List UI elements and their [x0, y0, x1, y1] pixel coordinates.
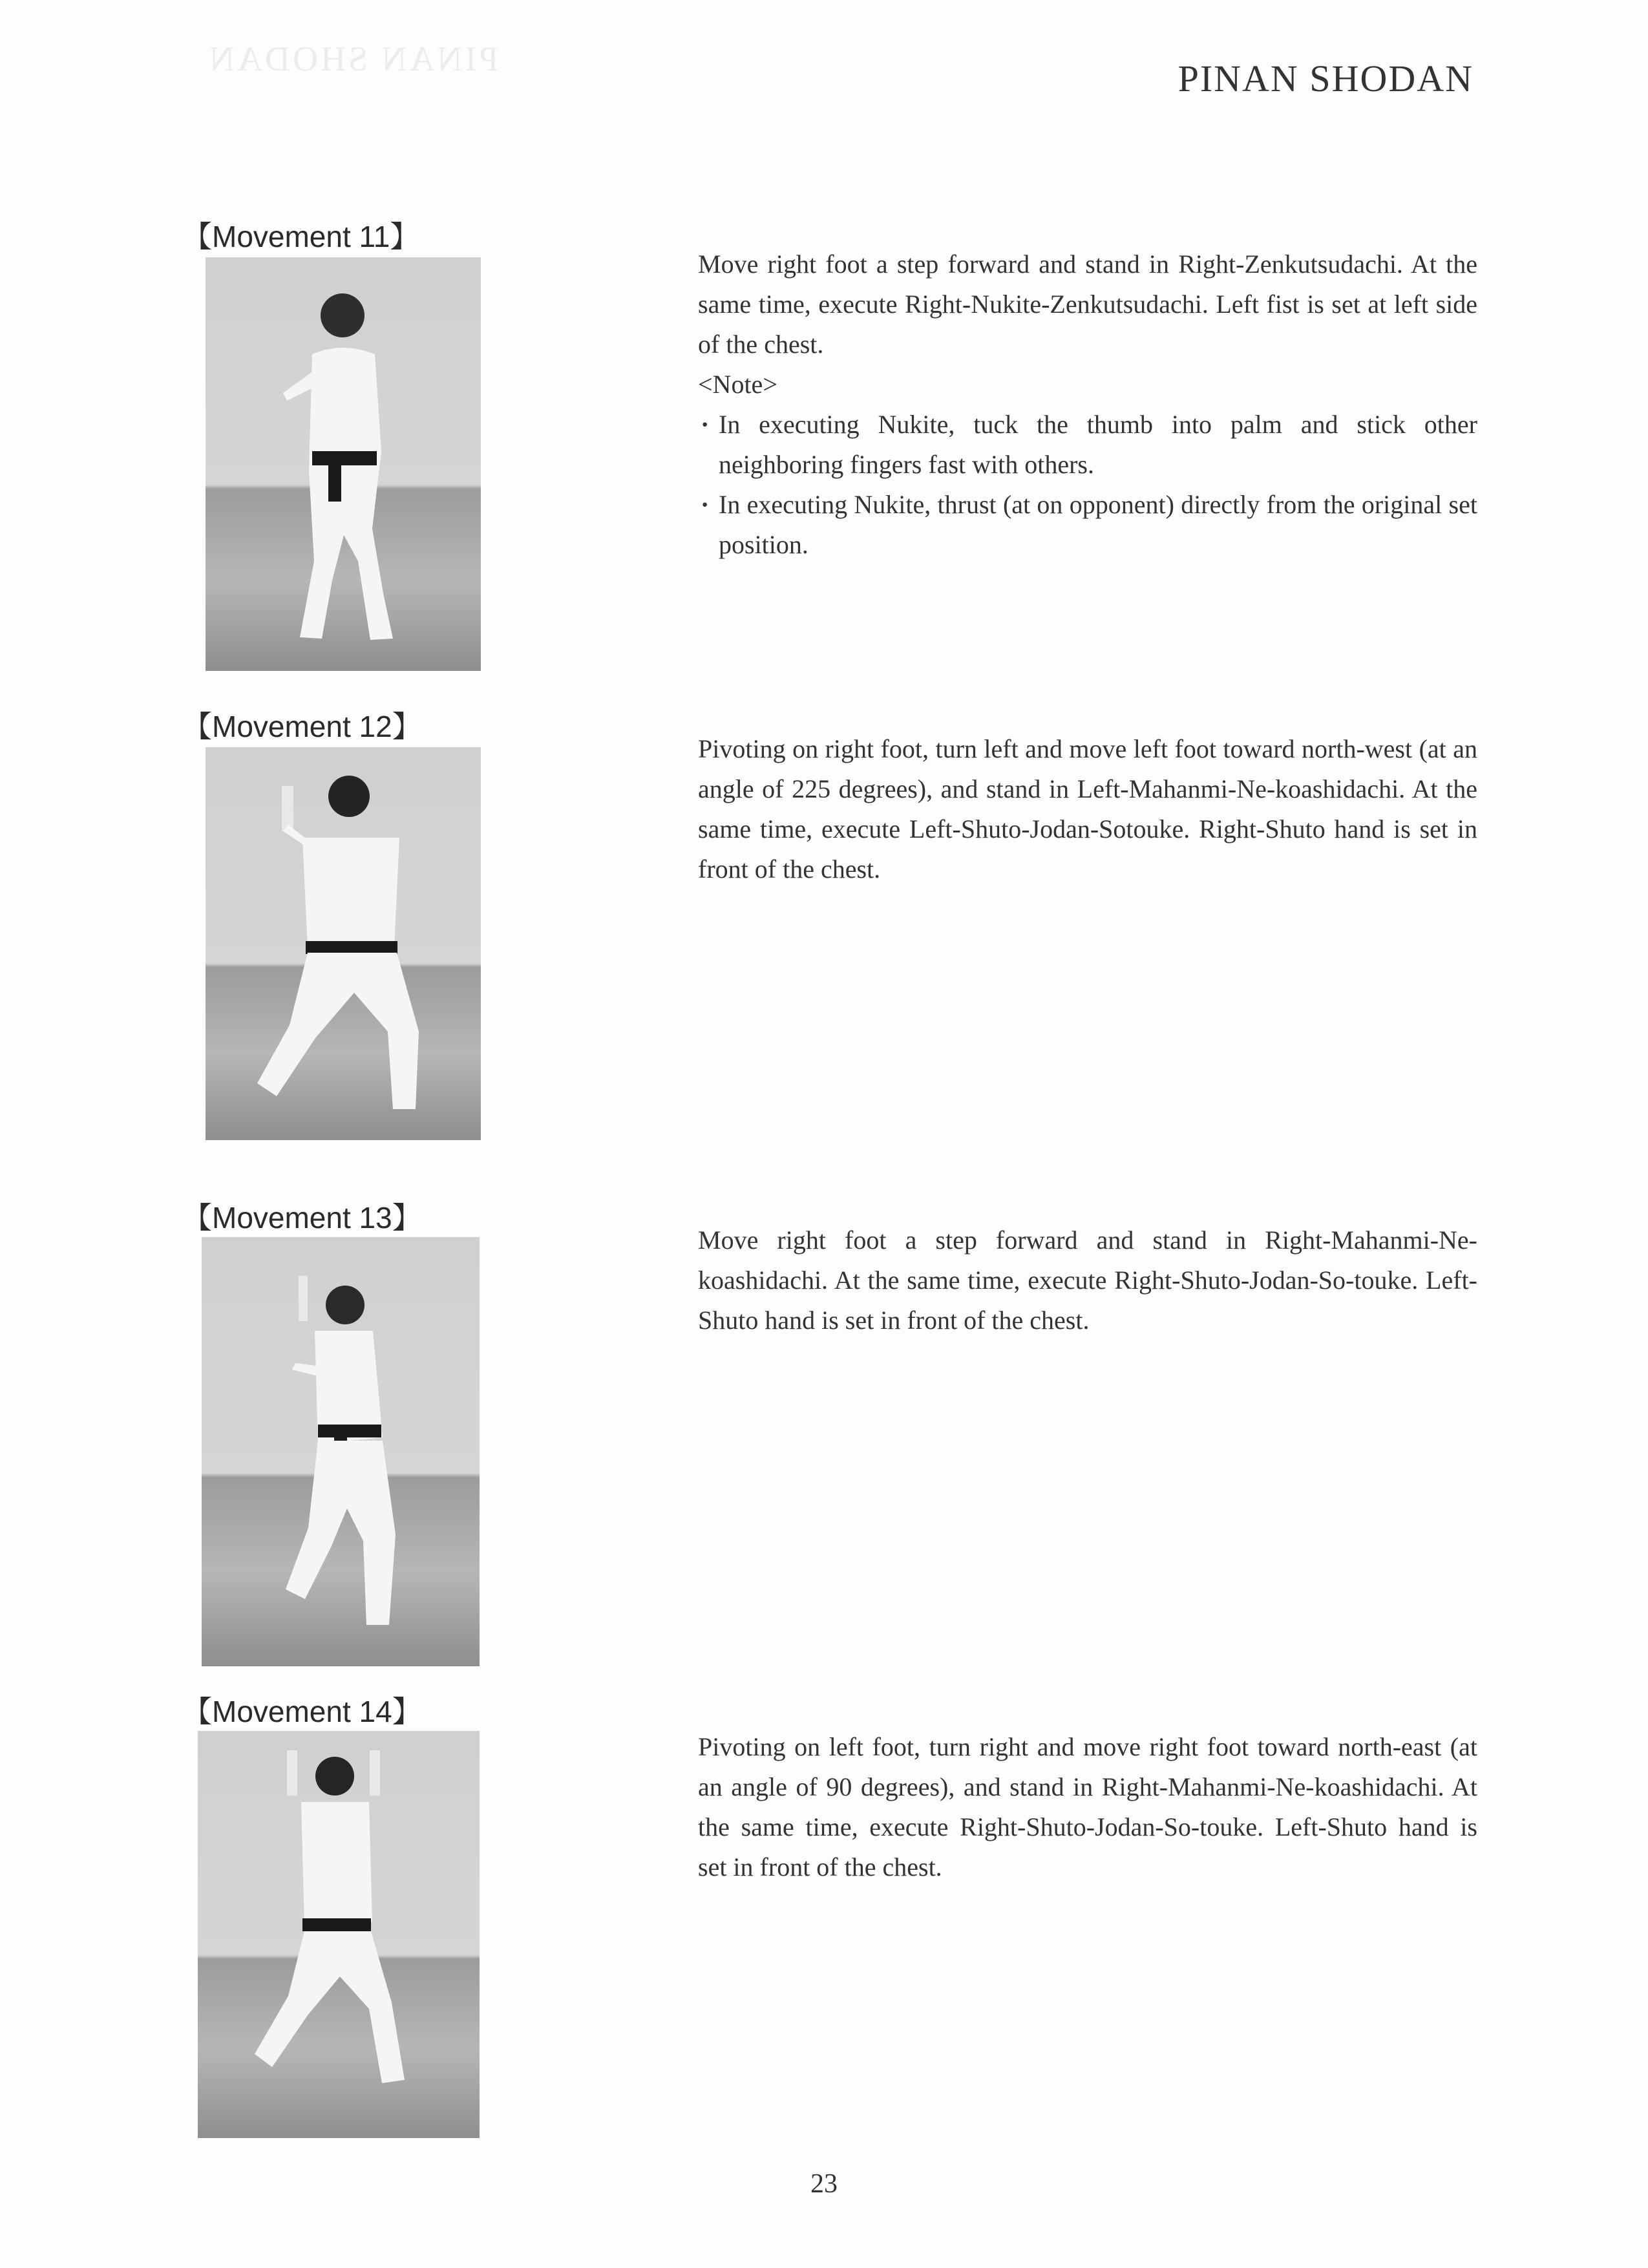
movement-text: Pivoting on right foot, turn left and move left foot toward north-west (at an angle of 225 degrees), and stand in Left-Mahanmi-Ne-koashidachi. At the same time, execute Left-Shuto-Jodan-Sotouke. Right-Shuto hand is set in front of the chest. — [698, 734, 1477, 884]
running-header: PINAN SHODAN — [1178, 58, 1474, 100]
karateka-photo-icon — [198, 1731, 480, 2138]
movement-description — [698, 1220, 1477, 1341]
movement-description — [698, 1727, 1477, 1887]
movement-text: Move right foot a step forward and stand in Right-Zenkutsudachi. At the same time, execute Right-Nukite-Zenkutsudachi. Left fist is set at left side of the chest. — [698, 249, 1477, 359]
karateka-photo-icon — [206, 747, 481, 1140]
note-list — [698, 405, 1477, 565]
movement-heading: 【Movement 13】 — [182, 1201, 422, 1235]
note-item: · In executing Nukite, tuck the thumb into palm and stick other neighboring fingers fast with others. — [698, 405, 1477, 485]
movement-heading: 【Movement 14】 — [182, 1695, 422, 1728]
movement-text: Pivoting on left foot, turn right and move right foot toward north-east (at an angle of 90 degrees), and stand in Right-Mahanmi-Ne-koashidachi. At the same time, execute Right-Shuto-Jodan-So-touke. Left-Shuto hand is set in front of the chest. — [698, 1732, 1477, 1881]
karateka-photo-icon — [206, 257, 481, 671]
note-item: · In executing Nukite, thrust (at on opponent) directly from the original set position. — [698, 485, 1477, 565]
karateka-photo-icon — [202, 1237, 480, 1666]
page-number: 23 — [810, 2169, 838, 2199]
movement-heading: 【Movement 11】 — [182, 220, 420, 253]
movement-description — [698, 729, 1477, 889]
movement-heading: 【Movement 12】 — [182, 710, 422, 743]
note-label: <Note> — [698, 370, 777, 399]
movement-description — [698, 244, 1477, 565]
movement-text: Move right foot a step forward and stand in Right-Mahanmi-Ne-koashidachi. At the same time, execute Right-Shuto-Jodan-So-touke. Left-Shuto hand is set in front of the chest. — [698, 1225, 1477, 1335]
bleed-through-header: PINAN SHODAN — [207, 39, 499, 78]
